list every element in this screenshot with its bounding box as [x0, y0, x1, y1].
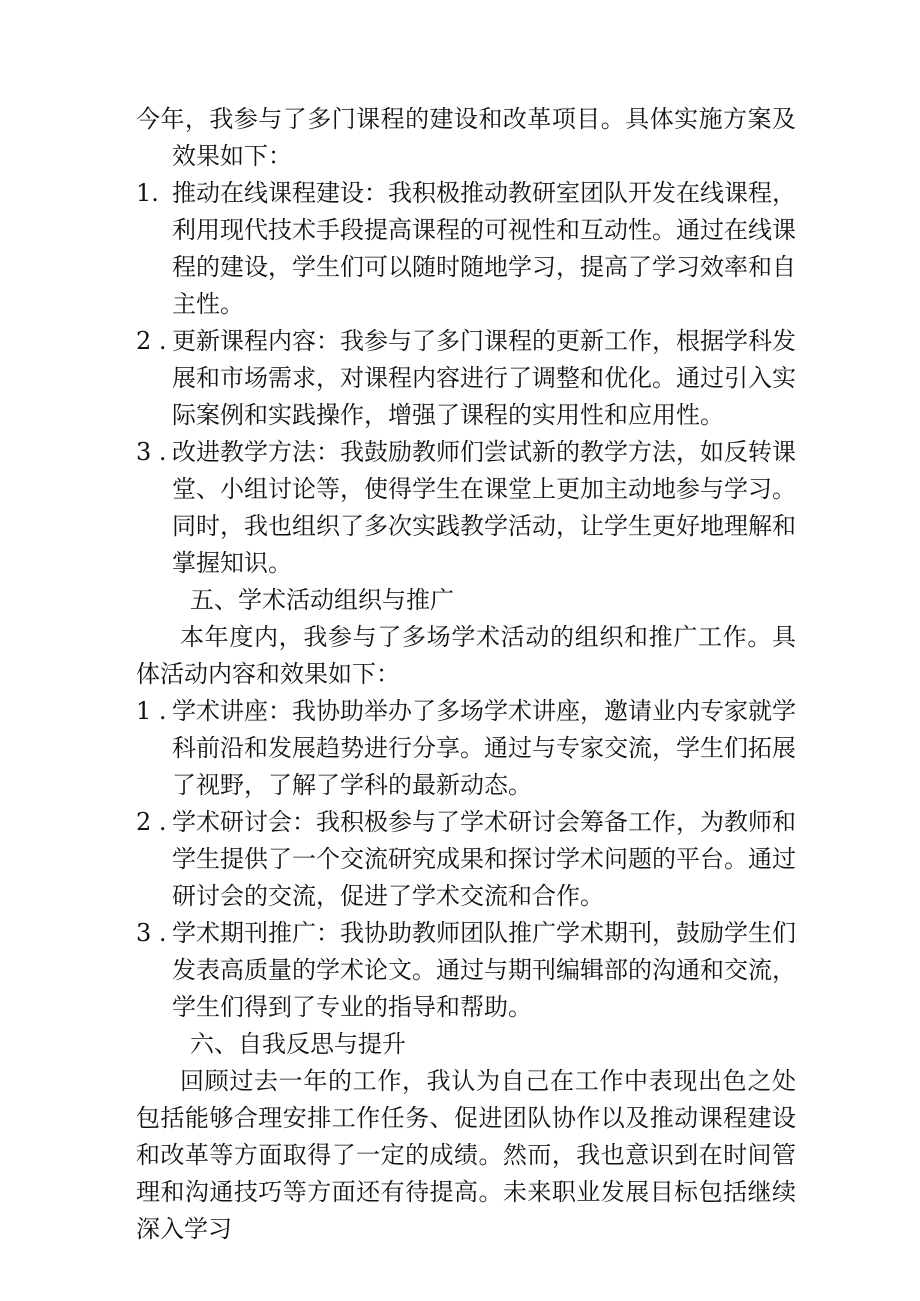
list-item-text: 学术期刊推广：我协助教师团队推广学术期刊，鼓励学生们发表高质量的学术论文。通过与期刊编辑部的沟通和交流，学生们得到了专业的指导和帮助。: [172, 919, 796, 1021]
section-intro-paragraph: 本年度内，我参与了多场学术活动的组织和推广工作。具体活动内容和效果如下：: [136, 623, 796, 688]
intro-paragraph: 今年，我参与了多门课程的建设和改革项目。具体实施方案及效果如下：: [136, 105, 796, 170]
list-item-text: 学术讲座：我协助举办了多场学术讲座，邀请业内专家就学科前沿和发展趋势进行分享。通过与专家交流，学生们拓展了视野，了解了学科的最新动态。: [172, 697, 796, 799]
course-reform-list: [136, 175, 796, 582]
list-number: 1 .: [136, 697, 167, 725]
list-item: [136, 323, 796, 434]
list-number: 1.: [136, 179, 159, 207]
self-reflection-paragraph: 回顾过去一年的工作，我认为自己在工作中表现出色之处包括能够合理安排工作任务、促进团队协作以及推动课程建设和改革等方面取得了一定的成绩。然而，我也意识到在时间管理和沟通技巧等方面还有待提高。未来职业发展目标包括继续深入学习: [136, 1067, 796, 1243]
list-item-text: 更新课程内容：我参与了多门课程的更新工作，根据学科发展和市场需求，对课程内容进行了调整和优化。通过引入实际案例和实践操作，增强了课程的实用性和应用性。: [172, 327, 796, 429]
list-number: 2 .: [136, 808, 167, 836]
document-body: [136, 101, 796, 1248]
list-item-text: 学术研讨会：我积极参与了学术研讨会筹备工作，为教师和学生提供了一个交流研究成果和探讨学术问题的平台。通过研讨会的交流，促进了学术交流和合作。: [172, 808, 796, 910]
section-heading-self-reflection: 六、自我反思与提升: [190, 1030, 406, 1058]
list-number: 2 .: [136, 327, 167, 355]
section-heading-academic-activities: 五、学术活动组织与推广: [190, 586, 454, 614]
list-number: 3 .: [136, 438, 167, 466]
list-item: [136, 804, 796, 915]
list-item: [136, 175, 796, 323]
list-item: [136, 434, 796, 582]
list-item: [136, 915, 796, 1026]
academic-activities-list: [136, 693, 796, 1026]
list-item: [136, 693, 796, 804]
list-number: 3 .: [136, 919, 167, 947]
list-item-text: 改进教学方法：我鼓励教师们尝试新的教学方法，如反转课堂、小组讨论等，使得学生在课堂上更加主动地参与学习。同时，我也组织了多次实践教学活动，让学生更好地理解和掌握知识。: [172, 438, 796, 577]
list-item-text: 推动在线课程建设：我积极推动教研室团队开发在线课程，利用现代技术手段提高课程的可视性和互动性。通过在线课程的建设，学生们可以随时随地学习，提高了学习效率和自主性。: [172, 179, 796, 318]
